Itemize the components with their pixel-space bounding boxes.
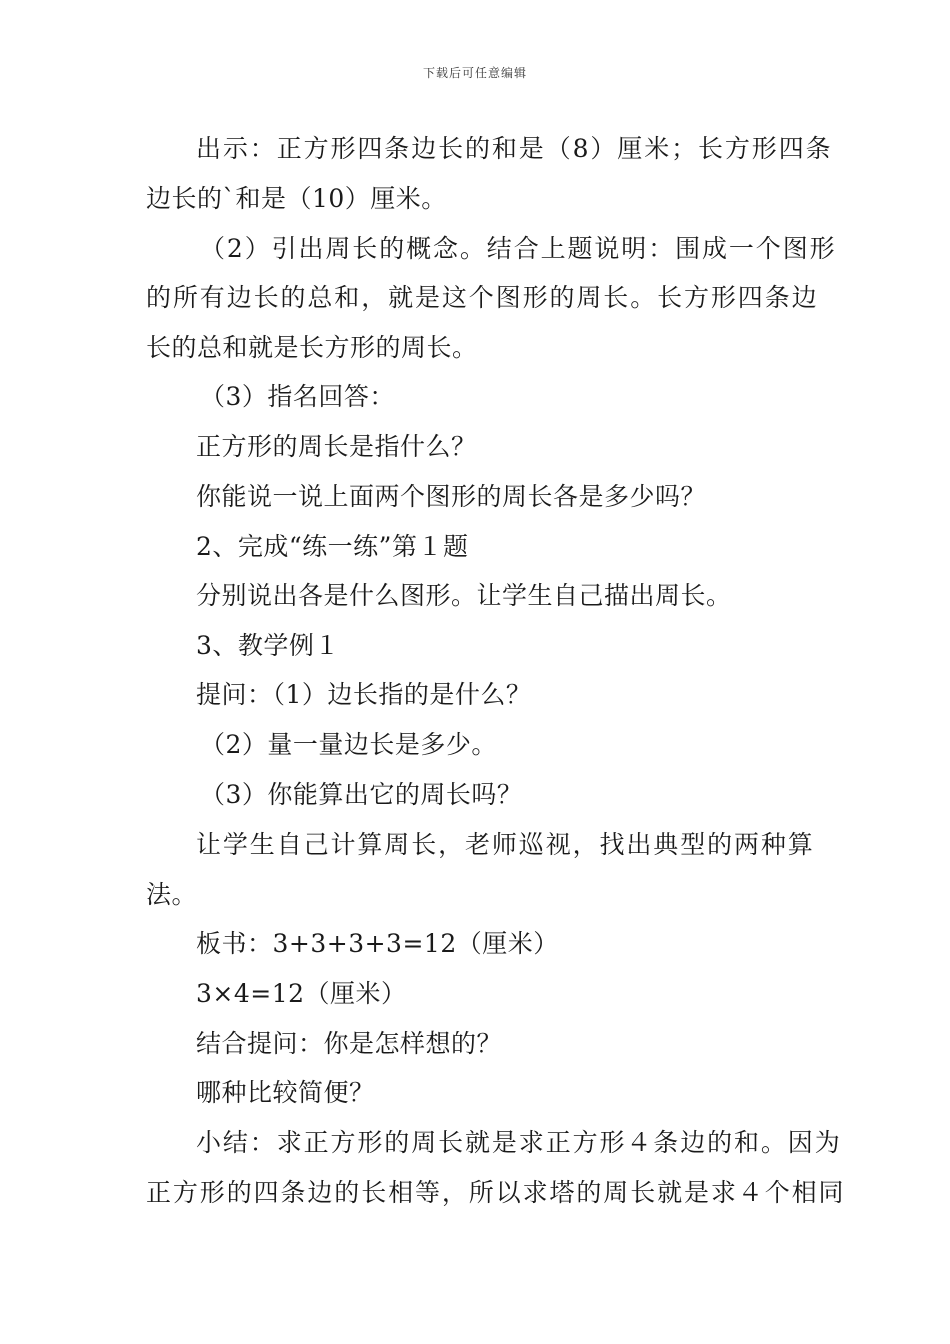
text-line: （3）指名回答： (200, 382, 395, 411)
text-line: 正方形的周长是指什么？ (196, 432, 477, 461)
text-line: （2）量一量边长是多少。 (200, 730, 497, 759)
text-line: 3×4=12（厘米） (196, 979, 407, 1008)
text-line: 长的总和就是长方形的周长。 (146, 333, 478, 362)
text-line: （3）你能算出它的周长吗？ (200, 780, 523, 809)
page-header: 下载后可任意编辑 (422, 66, 527, 80)
text-line: 正方形的四条边的长相等，所以求塔的周长就是求４个相同 (146, 1178, 846, 1207)
text-line: 板书：3+3+3+3=12（厘米） (196, 929, 559, 958)
text-line: （2）引出周长的概念。结合上题说明：围成一个图形 (200, 234, 837, 263)
text-line: 法。 (146, 880, 198, 909)
text-line: 分别说出各是什么图形。让学生自己描出周长。 (196, 581, 732, 610)
text-line: 2、完成“练一练”第１题 (196, 532, 469, 561)
text-line: 结合提问：你是怎样想的？ (196, 1029, 503, 1058)
text-line: 小结：求正方形的周长就是求正方形４条边的和。因为 (196, 1128, 842, 1157)
text-line: 的所有边长的总和，就是这个图形的周长。长方形四条边 (146, 283, 819, 312)
text-line: 你能说一说上面两个图形的周长各是多少吗？ (196, 482, 707, 511)
text-line: 3、教学例１ (196, 631, 340, 660)
text-line: 哪种比较简便？ (196, 1078, 375, 1107)
text-line: 让学生自己计算周长，老师巡视，找出典型的两种算 (196, 830, 815, 859)
text-line: 提问：（1）边长指的是什么？ (196, 680, 532, 709)
text-line: 边长的`和是（10）厘米。 (146, 184, 447, 213)
text-line: 出示：正方形四条边长的和是（8）厘米；长方形四条 (196, 134, 833, 163)
